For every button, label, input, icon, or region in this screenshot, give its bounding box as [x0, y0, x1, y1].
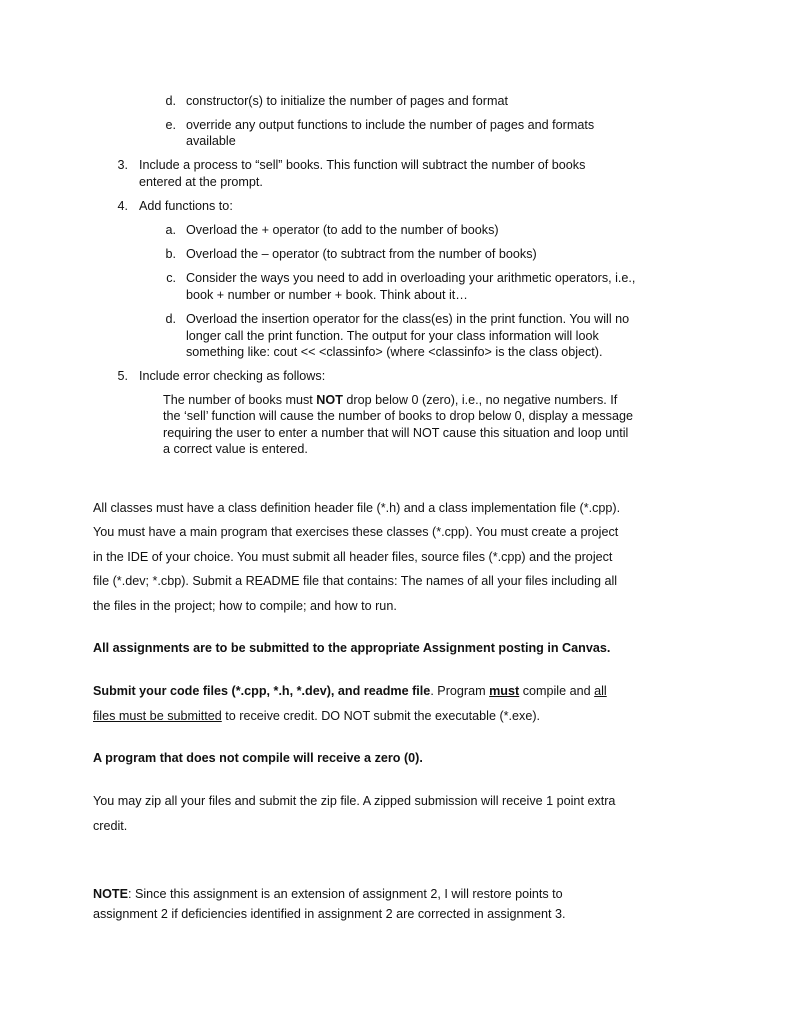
note-line2: assignment 2 if deficiencies identified in assignment 2 are corrected in assignment 3. [93, 907, 566, 921]
error-check-line4: a correct value is entered. [163, 442, 308, 456]
note-line1-text: : Since this assignment is an extension of assignment 2, I will restore points to [127, 887, 563, 901]
error-check-line2: the ‘sell’ function will cause the number of books to drop below 0, display a message [163, 409, 633, 423]
list-marker-4d: d. [165, 312, 176, 326]
requirements-line5: the files in the project; how to compile; and how to run. [93, 599, 397, 613]
list-item-4d-text-line2: longer call the print function. The output for your class information will look [186, 329, 599, 343]
submit-compile-and: compile and [519, 684, 595, 698]
submit-line1 [93, 684, 607, 699]
list-item-e-text-line2: available [186, 134, 236, 148]
list-marker-4c: c. [166, 271, 176, 285]
list-item-4c-text-line1: Consider the ways you need to add in overloading your arithmetic operators, i.e., [186, 271, 636, 285]
list-item-d-text: constructor(s) to initialize the number of pages and format [186, 94, 508, 108]
list-item-e-text-line1: override any output functions to include the number of pages and formats [186, 118, 595, 132]
list-marker-5: 5. [117, 369, 128, 383]
list-item-4a-text: Overload the + operator (to add to the number of books) [186, 223, 499, 237]
note-label: NOTE [93, 887, 128, 901]
requirements-line4: file (*.dev; *.cbp). Submit a README file that contains: The names of all your files including all [93, 574, 618, 588]
submit-line2-rest: to receive credit. DO NOT submit the executable (*.exe). [221, 709, 541, 723]
must-emphasis: must [489, 684, 520, 698]
list-item-3-text-line1: Include a process to “sell” books. This function will subtract the number of books [139, 158, 586, 172]
list-marker-4a: a. [165, 223, 176, 237]
files-must-be-submitted-emphasis: files must be submitted [93, 709, 222, 723]
error-check-not-emphasis: NOT [316, 393, 343, 407]
error-check-line1-post: drop below 0 (zero), i.e., no negative numbers. If [342, 393, 618, 407]
submit-files-bold: Submit your code files (*.cpp, *.h, *.dev), and readme file [93, 684, 431, 698]
list-item-4d-text-line3: something like: cout << <classinfo> (where <classinfo> is the class object). [186, 345, 603, 359]
error-check-line3: requiring the user to enter a number that will NOT cause this situation and loop until [163, 426, 629, 440]
error-check-line1-pre: The number of books must [163, 393, 317, 407]
note-line1 [93, 887, 563, 902]
list-item-3-text-line2: entered at the prompt. [139, 175, 263, 189]
list-marker-e: e. [165, 118, 176, 132]
list-marker-4b: b. [165, 247, 176, 261]
list-marker-d: d. [165, 94, 176, 108]
submit-line2 [93, 709, 540, 724]
canvas-submission-notice: All assignments are to be submitted to the appropriate Assignment posting in Canvas. [93, 641, 611, 655]
list-marker-4: 4. [117, 199, 128, 213]
compile-warning: A program that does not compile will receive a zero (0). [93, 751, 423, 765]
list-item-4b-text: Overload the – operator (to subtract from the number of books) [186, 247, 537, 261]
requirements-line1: All classes must have a class definition header file (*.h) and a class implementation file (*.cpp). [93, 501, 621, 515]
zip-line1: You may zip all your files and submit the zip file. A zipped submission will receive 1 point extra [93, 794, 616, 808]
list-item-4d-text-line1: Overload the insertion operator for the class(es) in the print function. You will no [186, 312, 630, 326]
all-emphasis: all [594, 684, 607, 698]
requirements-line3: in the IDE of your choice. You must submit all header files, source files (*.cpp) and the project [93, 550, 613, 564]
requirements-line2: You must have a main program that exercises these classes (*.cpp). You must create a project [93, 525, 619, 539]
list-item-4-text: Add functions to: [139, 199, 233, 213]
submit-after-bold: . Program [430, 684, 490, 698]
error-check-line1 [163, 393, 617, 408]
list-item-4c-text-line2: book + number or number + book. Think about it… [186, 288, 468, 302]
zip-line2: credit. [93, 819, 128, 833]
list-item-5-text: Include error checking as follows: [139, 369, 326, 383]
list-marker-3: 3. [117, 158, 128, 172]
